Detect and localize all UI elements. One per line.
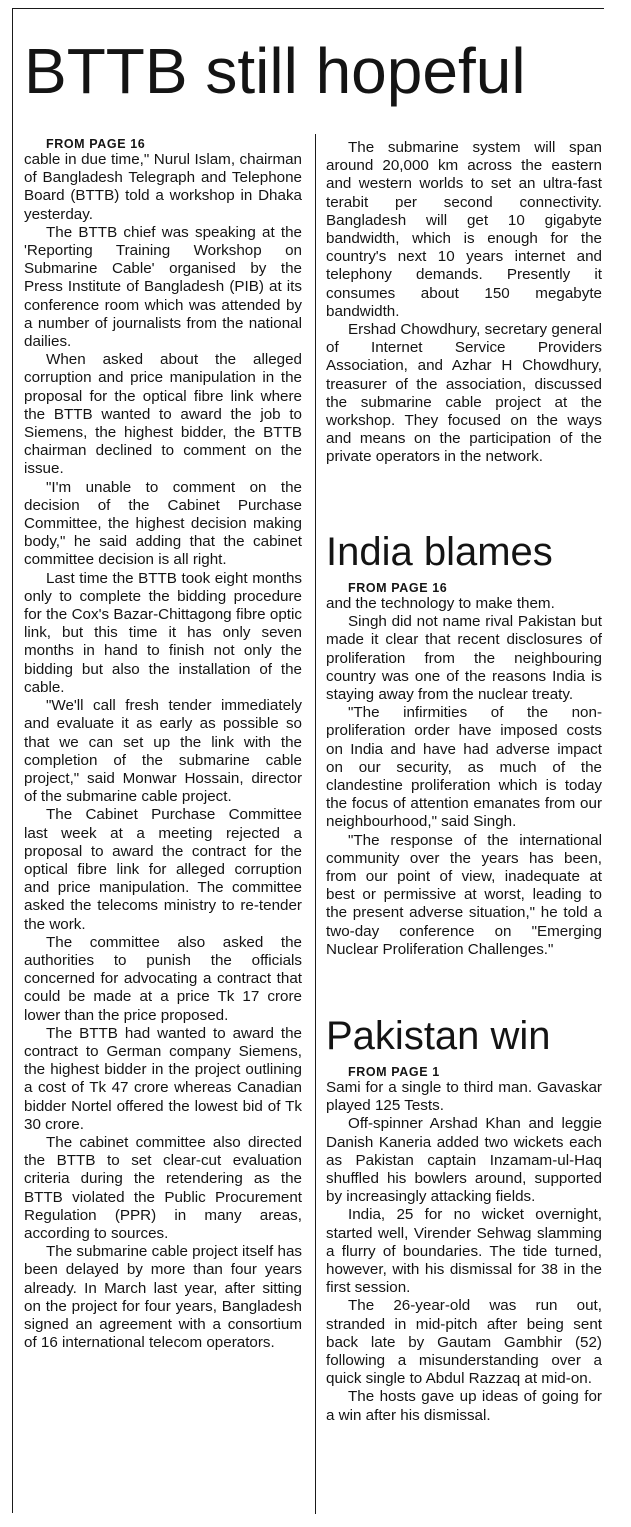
india-story-paragraph: "The response of the international community over the years has been, from our point of view, inadequate at best or permissive at worst, leading to the present adverse situation," he told a two-day conference on "Emerging Nuclear Proliferation Challenges.": [326, 831, 602, 958]
india-story-paragraph: "The infirmities of the non-proliferation order have imposed costs on India and have had adverse impact on our security, as much of the clandestine proliferation which is today the focus of attention emanates from our neighbourhood," said Singh.: [326, 704, 602, 831]
main-story-paragraph: Last time the BTTB took eight months only to complete the bidding procedure for the Cox's Bazar-Chittagong fibre optic link, but this time it has only seven months in hand to finish not only the bidding but also the installation of the cable.: [24, 569, 302, 696]
pakistan-story-paragraph: Off-spinner Arshad Khan and leggie Danish Kaneria added two wickets each as Pakistan captain Inzamam-ul-Haq shuffled his bowlers around, supported by increasingly attacking fields.: [326, 1115, 602, 1206]
india-story-jump-label: FROM PAGE 16: [348, 581, 448, 595]
main-story-paragraph: cable in due time," Nurul Islam, chairman of Bangladesh Telegraph and Telephone Board (BTTB) told a workshop in Dhaka yesterday.: [24, 151, 302, 223]
main-story-jump-label: FROM PAGE 16: [46, 137, 146, 151]
left-border-rule: [12, 8, 13, 1513]
india-story-column: [326, 581, 602, 959]
pakistan-story-column: [326, 1065, 602, 1425]
top-border-rule: [12, 8, 604, 9]
main-story-column-right: [326, 139, 602, 467]
main-story-paragraph: The committee also asked the authorities to punish the officials concerned for advocating a contract that could be made at a price Tk 17 crore lower than the price proposed.: [24, 933, 302, 1024]
pakistan-story-jump-label: FROM PAGE 1: [348, 1065, 440, 1079]
main-headline: BTTB still hopeful: [24, 35, 526, 107]
india-story-paragraph: and the technology to make them.: [326, 595, 555, 612]
main-story-paragraph: "I'm unable to comment on the decision of the Cabinet Purchase Committee, the highest decision making body," he said adding that the cabinet committee decision is all right.: [24, 478, 302, 569]
main-story-paragraph: Ershad Chowdhury, secretary general of Internet Service Providers Association, and Azhar H Chowdhury, treasurer of the association, discussed the submarine cable project at the workshop. They focused on the ways and means on the participation of the private operators in the network.: [326, 321, 602, 466]
main-story-paragraph: When asked about the alleged corruption and price manipulation in the proposal for the optical fibre link where the BTTB wanted to award the job to Siemens, the highest bidder, the BTTB chairman declined to comment on the issue.: [24, 351, 302, 478]
main-story-paragraph: The BTTB chief was speaking at the 'Reporting Training Workshop on Submarine Cable' organised by the Press Institute of Bangladesh (PIB) at its conference room which was attended by a number of journalists from the national dailies.: [24, 223, 302, 351]
main-story-paragraph: The submarine cable project itself has been delayed by more than four years already. In March last year, after sitting on the project for four years, Bangladesh signed an agreement with a consortium of 16 international telecom operators.: [24, 1243, 302, 1352]
india-story-headline: India blames: [326, 530, 553, 574]
main-story-paragraph: The cabinet committee also directed the BTTB to set clear-cut evaluation criteria during the retendering as the BTTB violated the Public Procurement Regulation (PPR) in many areas, according to sources.: [24, 1133, 302, 1242]
pakistan-story-paragraph: The 26-year-old was run out, stranded in mid-pitch after being sent back late by Gautam Gambhir (52) following a misunderstanding over a quick single to Abdul Razzaq at mid-on.: [326, 1297, 602, 1388]
pakistan-story-paragraph: The hosts gave up ideas of going for a win after his dismissal.: [326, 1388, 602, 1424]
main-story-paragraph: The Cabinet Purchase Committee last week at a meeting rejected a proposal to award the contract for the optical fibre link for alleged corruption and price manipulation. The committee asked the telecoms ministry to re-tender the work.: [24, 806, 302, 933]
main-story-paragraph: The BTTB had wanted to award the contract to German company Siemens, the highest bidder in the project outlining a cost of Tk 47 crore whereas Canadian bidder Nortel offered the lowest bid of Tk 30 crore.: [24, 1024, 302, 1133]
column-divider: [315, 134, 316, 1514]
india-story-paragraph: Singh did not name rival Pakistan but made it clear that recent disclosures of proliferation from the neighbouring country was one of the reasons India is staying away from the nuclear treaty.: [326, 613, 602, 704]
pakistan-story-paragraph: India, 25 for no wicket overnight, started well, Virender Sehwag slamming a flurry of boundaries. The tide turned, however, with his dismissal for 38 in the first session.: [326, 1206, 602, 1297]
pakistan-story-headline: Pakistan win: [326, 1014, 551, 1058]
main-story-column-left: [24, 137, 302, 1352]
main-story-paragraph: The submarine system will span around 20,000 km across the eastern and western worlds to set an ultra-fast terabit per second connectivity. Bangladesh will get 10 gigabyte bandwidth, which is enough for the country's next 10 years internet and telephony demands. Presently it consumes about 150 megabyte bandwidth.: [326, 139, 602, 320]
pakistan-story-paragraph: Sami for a single to third man. Gavaskar played 125 Tests.: [326, 1079, 602, 1115]
main-story-paragraph: "We'll call fresh tender immediately and evaluate it as early as possible so that we can set up the link with the completion of the submarine cable project," said Monwar Hossain, director of the submarine cable project.: [24, 697, 302, 806]
